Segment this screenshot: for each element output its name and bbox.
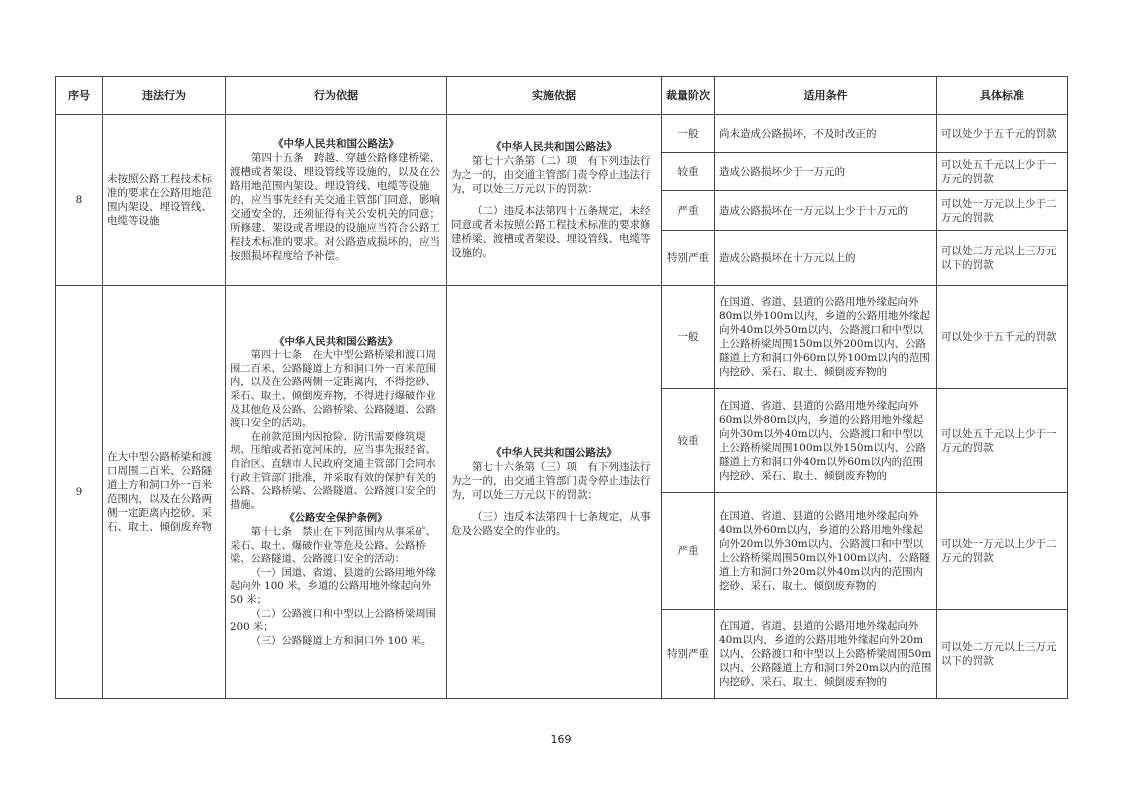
row9-basis-title1: 《中华人民共和国公路法》 [274, 335, 398, 348]
level-cell: 特别严重 [662, 231, 715, 286]
row8-basis [226, 115, 447, 286]
condition-cell: 造成公路损坏在一万元以上少于十万元的 [715, 191, 937, 231]
condition-cell: 造成公路损坏在十万元以上的 [715, 231, 937, 286]
row9-impl [447, 286, 662, 699]
table-row [56, 115, 1068, 153]
row8-act: 未按照公路工程技术标准的要求在公路用地范围内架设、埋设管线、电缆等设施 [103, 115, 226, 286]
condition-cell: 在国道、省道、县道的公路用地外缘起向外80m以外100m以内，乡道的公路用地外缘起向外40m以外50m以内、公路渡口和中型以上公路桥梁周围150m以外200m以内、公路隧道上方和洞口外60m以外100m以内的范围内挖砂、采石、取土、倾倒废弃物的 [715, 286, 937, 389]
header-cond: 适用条件 [715, 77, 937, 115]
level-cell: 较重 [662, 389, 715, 493]
condition-cell: 尚未造成公路损坏，不及时改正的 [715, 115, 937, 153]
standard-cell: 可以处五千元以上少于一万元的罚款 [937, 153, 1068, 191]
standard-cell: 可以处二万元以上三万元以下的罚款 [937, 231, 1068, 286]
condition-cell: 造成公路损坏少于一万元的 [715, 153, 937, 191]
row9-impl-text1: 第七十六条第（三）项 有下列违法行为之一的，由交通主管部门责令停止违法行为，可以处三万元以下的罚款： [451, 461, 651, 501]
row8-impl-text1: 第七十六条第（二）项 有下列违法行为之一的，由交通主管部门责令停止违法行为，可以处三万元以下的罚款： [451, 155, 651, 195]
header-no: 序号 [56, 77, 103, 115]
row9-basis [226, 286, 447, 699]
level-cell: 一般 [662, 115, 715, 153]
row9-basis-p1: 第四十七条 在大中型公路桥梁和渡口周围二百米、公路隧道上方和洞口外一百米范围内，以及在公路两侧一定距离内，不得挖砂、采石、取土、倾倒废弃物，不得进行爆破作业及其他危及公路、公路桥梁、公路隧道、公路渡口安全的活动。 [230, 349, 436, 430]
row9-impl-text2: （三）违反本法第四十七条规定，从事危及公路安全的作业的。 [451, 511, 651, 537]
row9-no: 9 [56, 286, 103, 699]
page-number: 169 [550, 733, 572, 746]
row8-impl-title: 《中华人民共和国公路法》 [491, 141, 617, 153]
header-std: 具体标准 [937, 77, 1068, 115]
row8-impl-text2: （二）违反本法第四十五条规定，未经同意或者未按照公路工程技术标准的要求修建桥梁、渡槽或者架设、埋设管线、电缆等设施的。 [451, 205, 651, 259]
header-impl: 实施依据 [447, 77, 662, 115]
condition-cell: 在国道、省道、县道的公路用地外缘起向外60m以外80m以内，乡道的公路用地外缘起向外30m以外40m以内、公路渡口和中型以上公路桥梁周围100m以外150m以内、公路隧道上方和洞口外40m以外60m以内的范围内挖砂、采石、取土、倾倒废弃物的 [715, 389, 937, 493]
header-level: 裁量阶次 [662, 77, 715, 115]
standard-cell: 可以处二万元以上三万元以下的罚款 [937, 610, 1068, 699]
row8-impl [447, 115, 662, 286]
level-cell: 严重 [662, 493, 715, 610]
row9-basis-p4: （一）国道、省道、县道的公路用地外缘起向外 100 米，乡道的公路用地外缘起向外 50 米； [230, 566, 436, 606]
standard-cell: 可以处五千元以上少于一万元的罚款 [937, 389, 1068, 493]
standard-cell: 可以处一万元以上少于二万元的罚款 [937, 493, 1068, 610]
standard-cell: 可以处一万元以上少于二万元的罚款 [937, 191, 1068, 231]
header-row [56, 77, 1068, 115]
row8-no: 8 [56, 115, 103, 286]
row9-act: 在大中型公路桥梁和渡口周围二百米、公路隧道上方和洞口外一百米范围内，以及在公路两侧一定距离内挖砂、采石、取土、倾倒废弃物 [103, 286, 226, 699]
header-basis: 行为依据 [226, 77, 447, 115]
header-act: 违法行为 [103, 77, 226, 115]
row9-basis-p3: 第十七条 禁止在下列范围内从事采矿、采石、取土、爆破作业等危及公路、公路桥梁、公路隧道、公路渡口安全的活动： [230, 525, 436, 566]
condition-cell: 在国道、省道、县道的公路用地外缘起向外40m以内，乡道的公路用地外缘起向外20m以内、公路渡口和中型以上公路桥梁周围50m以内、公路隧道上方和洞口外20m以内的范围内挖砂、采石、取土、倾倒废弃物的 [715, 610, 937, 699]
condition-cell: 在国道、省道、县道的公路用地外缘起向外40m以外60m以内，乡道的公路用地外缘起向外20m以外30m以内、公路渡口和中型以上公路桥梁周围50m以外100m以内、公路隧道上方和洞口外20m以外40m以内的范围内挖砂、采石、取土、倾倒废弃物的 [715, 493, 937, 610]
level-cell: 一般 [662, 286, 715, 389]
table-row [56, 286, 1068, 389]
level-cell: 严重 [662, 191, 715, 231]
standard-cell: 可以处少于五千元的罚款 [937, 115, 1068, 153]
row9-basis-p2: 在前款范围内因抢险、防汛需要修筑堤坝、压缩或者拓宽河床的，应当事先报经省、自治区、直辖市人民政府交通主管部门会同水行政主管部门批准，并采取有效的保护有关的公路、公路桥梁、公路隧道、公路渡口安全的措施。 [230, 430, 436, 511]
row9-basis-p5: （二）公路渡口和中型以上公路桥梁周围 200 米； [230, 607, 436, 634]
level-cell: 特别严重 [662, 610, 715, 699]
row9-basis-title2: 《公路安全保护条例》 [284, 512, 388, 525]
row8-basis-title: 《中华人民共和国公路法》 [273, 138, 399, 150]
row9-impl-title: 《中华人民共和国公路法》 [491, 447, 617, 459]
level-cell: 较重 [662, 153, 715, 191]
row8-basis-text: 第四十五条 跨越、穿越公路修建桥梁、渡槽或者架设、埋设管线等设施的，以及在公路用地范围内架设、埋设管线、电缆等设施的，应当事先经有关交通主管部门同意，影响交通安全的，还须征得有关公安机关的同意；所修建、架设或者埋设的设施应当符合公路工程技术标准的要求。对公路造成损坏的，应当按照损坏程度给予补偿。 [230, 152, 440, 262]
standard-cell: 可以处少于五千元的罚款 [937, 286, 1068, 389]
row9-basis-p6: （三）公路隧道上方和洞口外 100 米。 [250, 634, 432, 647]
penalty-discretion-table [55, 76, 1068, 699]
